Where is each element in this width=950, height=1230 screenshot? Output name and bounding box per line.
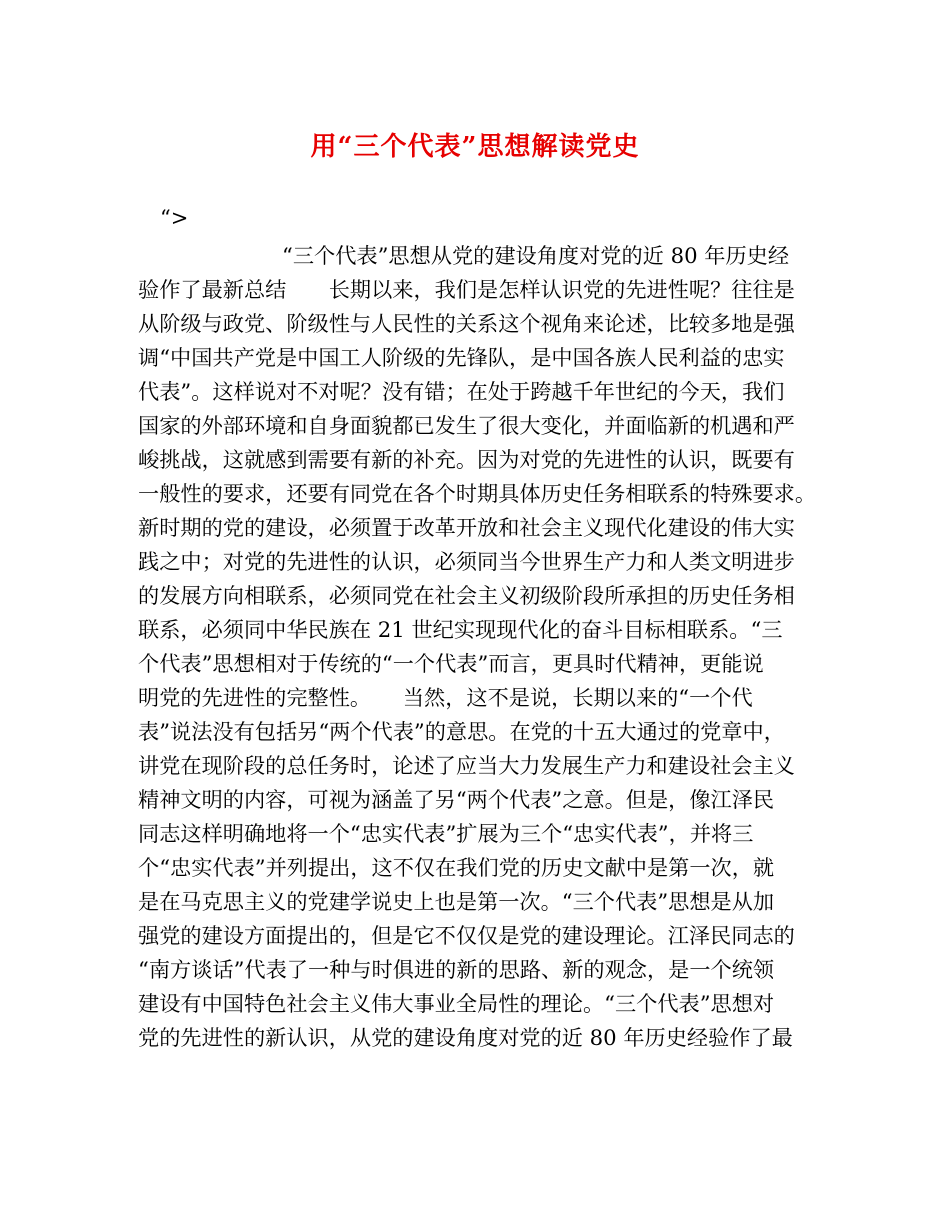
- body-line: 个代表”思想相对于传统的“一个代表”而言，更具时代精神，更能说: [138, 651, 764, 676]
- body-line: 代表”。这样说对不对呢？没有错；在处于跨越千年世纪的今天，我们: [138, 379, 785, 404]
- body-line: 明党的先进性的完整性。 当然，这不是说，长期以来的“一个代: [138, 685, 753, 710]
- body-line: 调“中国共产党是中国工人阶级的先锋队，是中国各族人民利益的忠实: [138, 345, 785, 370]
- opening-quote-mark: “>: [160, 206, 189, 230]
- body-line: 精神文明的内容，可视为涵盖了另“两个代表”之意。但是，像江泽民: [138, 787, 775, 812]
- body-text: [138, 239, 828, 1055]
- body-line: 建设有中国特色社会主义伟大事业全局性的理论。“三个代表”思想对: [138, 991, 775, 1016]
- body-line: 从阶级与政党、阶级性与人民性的关系这个视角来论述，比较多地是强: [138, 311, 795, 336]
- body-line: 个“忠实代表”并列提出，这不仅在我们党的历史文献中是第一次，就: [138, 855, 775, 880]
- document-title: 用“三个代表”思想解读党史: [310, 132, 640, 162]
- body-line: 验作了最新总结 长期以来，我们是怎样认识党的先进性呢？往往是: [138, 277, 795, 302]
- body-line: 讲党在现阶段的总任务时，论述了应当大力发展生产力和建设社会主义: [138, 753, 795, 778]
- body-line: 践之中；对党的先进性的认识，必须同当今世界生产力和人类文明进步: [138, 549, 795, 574]
- body-line: “三个代表”思想从党的建设角度对党的近 80 年历史经: [282, 243, 790, 268]
- body-line: 党的先进性的新认识，从党的建设角度对党的近 80 年历史经验作了最: [138, 1025, 793, 1050]
- body-line: 峻挑战，这就感到需要有新的补充。因为对党的先进性的认识，既要有: [138, 447, 795, 472]
- body-line: 一般性的要求，还要有同党在各个时期具体历史任务相联系的特殊要求。: [138, 481, 817, 506]
- body-line: 表”说法没有包括另“两个代表”的意思。在党的十五大通过的党章中，: [138, 719, 785, 744]
- body-line: 同志这样明确地将一个“忠实代表”扩展为三个“忠实代表”，并将三: [138, 821, 754, 846]
- body-line: 联系，必须同中华民族在 21 世纪实现现代化的奋斗目标相联系。“三: [138, 617, 783, 642]
- body-line: 是在马克思主义的党建学说史上也是第一次。“三个代表”思想是从加: [138, 889, 775, 914]
- body-line: 的发展方向相联系，必须同党在社会主义初级阶段所承担的历史任务相: [138, 583, 795, 608]
- body-line: “南方谈话”代表了一种与时俱进的新的思路、新的观念，是一个统领: [138, 957, 775, 982]
- body-line: 国家的外部环境和自身面貌都已发生了很大变化，并面临新的机遇和严: [138, 413, 795, 438]
- body-line: 强党的建设方面提出的，但是它不仅仅是党的建设理论。江泽民同志的: [138, 923, 795, 948]
- body-line: 新时期的党的建设，必须置于改革开放和社会主义现代化建设的伟大实: [138, 515, 795, 540]
